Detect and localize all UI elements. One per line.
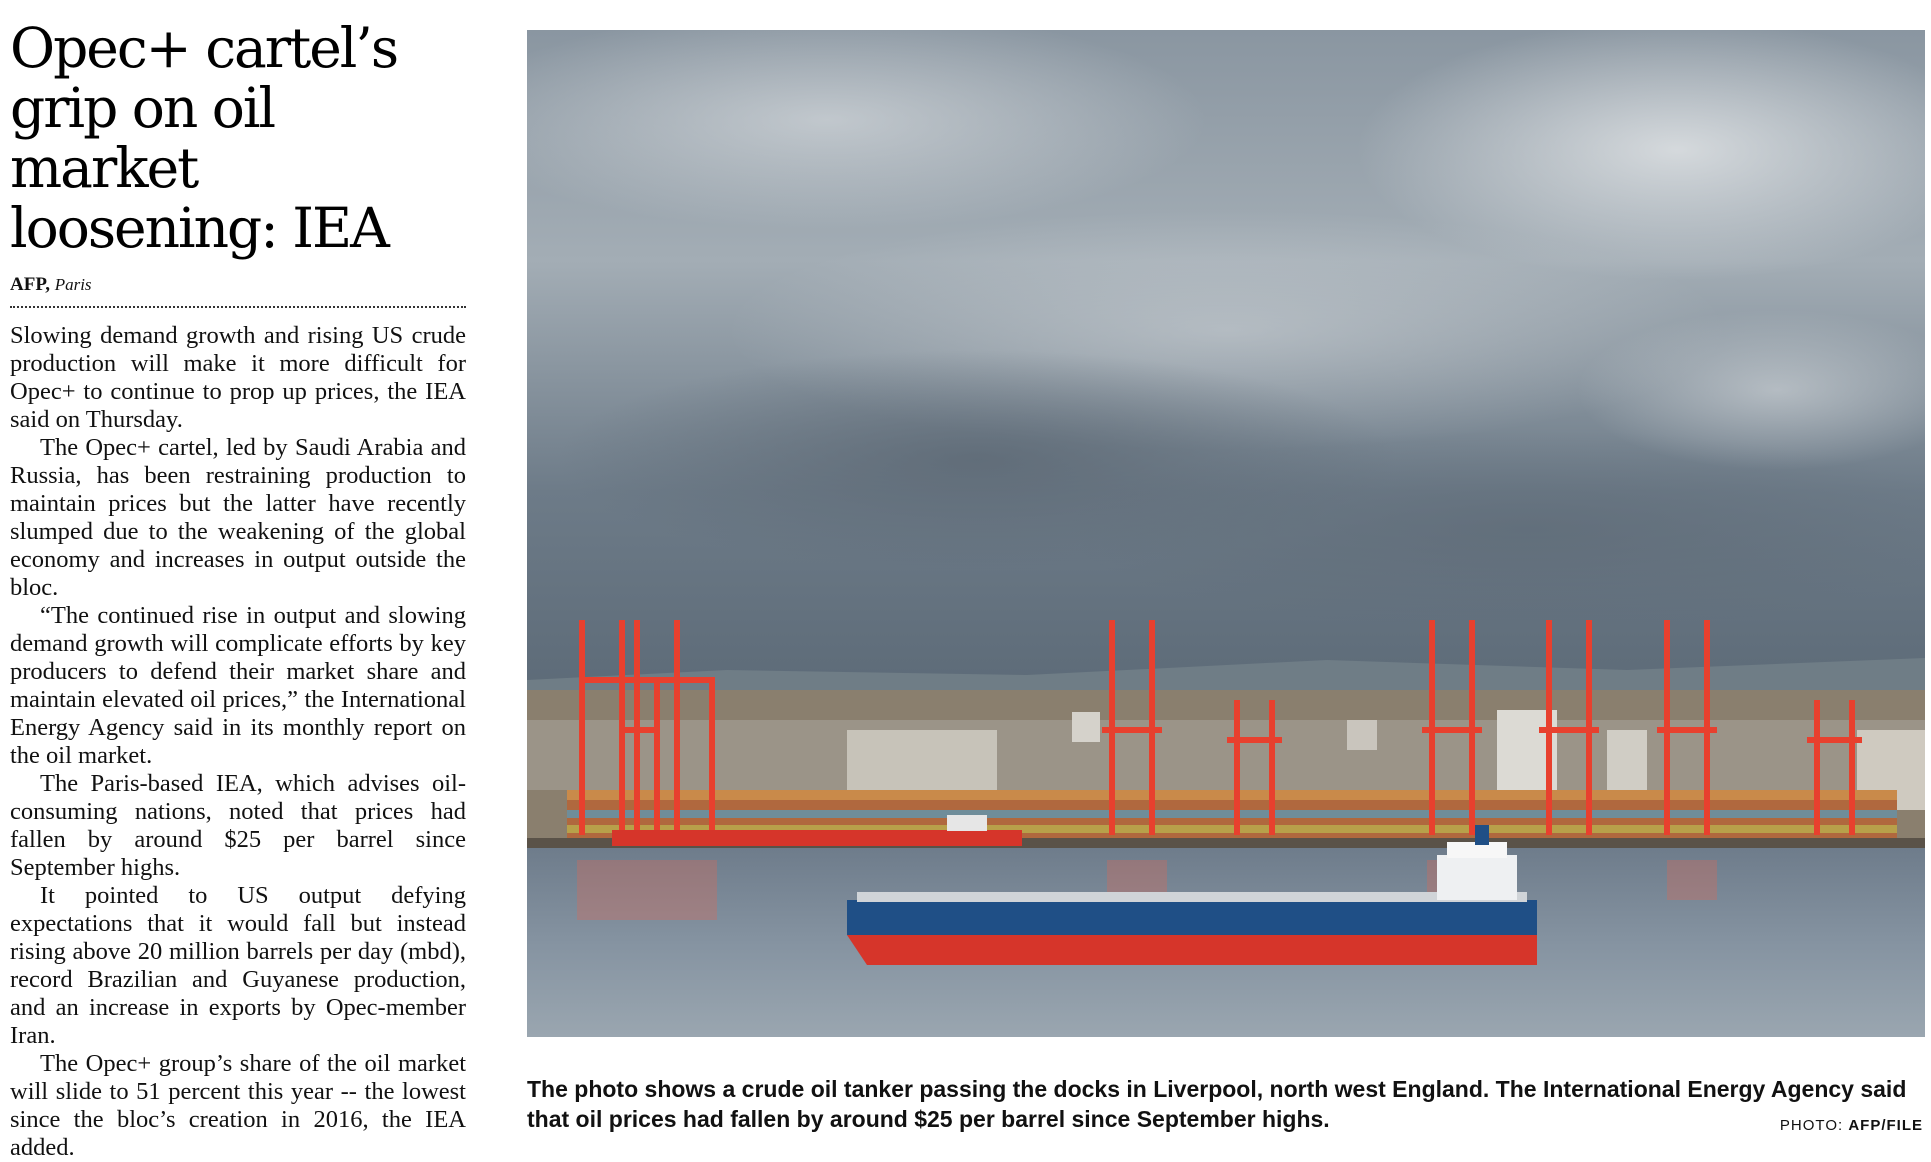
photo-credit [1780, 1117, 1923, 1134]
paragraph-3: “The continued rise in output and slowing demand growth will complicate efforts by key producers to defend their market share and maintain elevated oil prices,” the International Energy Agency said in its monthly report on the oil market. [10, 602, 466, 769]
paragraph-6: The Opec+ group’s share of the oil market will slide to 51 percent this year -- the lowest since the bloc’s creation in 2016, the IEA added. [10, 1050, 466, 1161]
headline-line-2: grip on oil market [10, 76, 275, 200]
dotted-divider [10, 306, 466, 308]
tanker-superstructure [1437, 855, 1517, 900]
byline-place: Paris [54, 275, 92, 294]
article-body [10, 322, 466, 1162]
warehouse [1607, 730, 1647, 790]
tanker-funnel [1475, 825, 1489, 845]
photo-credit-prefix: PHOTO: [1779, 1117, 1844, 1134]
paragraph-1: Slowing demand growth and rising US crude production will make it more difficult for Opec+ to continue to prop up prices, the IEA said on Thursday. [10, 322, 466, 433]
paragraph-5: It pointed to US output defying expectations that it would fall but instead rising above 20 million barrels per day (mbd), record Brazilian and Guyanese production, and an increase in exports by Opec-member Iran. [10, 882, 466, 1049]
headline-line-1: Opec+ cartel’s [10, 16, 398, 80]
paragraph-2: The Opec+ cartel, led by Saudi Arabia and Russia, has been restraining production to maintain prices but the latter have recently slumped due to the weakening of the global economy and increases in output outside the bloc. [10, 434, 466, 601]
byline [10, 274, 466, 296]
warehouse [1347, 720, 1377, 750]
tanker-hull-red [847, 935, 1537, 965]
headline [10, 18, 466, 258]
warehouse [1072, 712, 1100, 742]
warehouse [847, 730, 997, 790]
headline-line-3: loosening: IEA [10, 196, 388, 260]
tanker-hull-blue [847, 900, 1537, 935]
byline-agency: AFP, [10, 274, 50, 295]
photo-caption: The photo shows a crude oil tanker passing the docks in Liverpool, north west England. The International Energy Agency said that oil prices had fallen by around $25 per barrel since September highs. [527, 1076, 1907, 1132]
tanker-deck [857, 892, 1527, 902]
photo-credit-source: AFP/FILE [1848, 1117, 1923, 1134]
tanker-photo [527, 30, 1925, 1037]
article-column [10, 18, 466, 1162]
paragraph-4: The Paris-based IEA, which advises oil-consuming nations, noted that prices had fallen by around $25 per barrel since September highs. [10, 770, 466, 881]
